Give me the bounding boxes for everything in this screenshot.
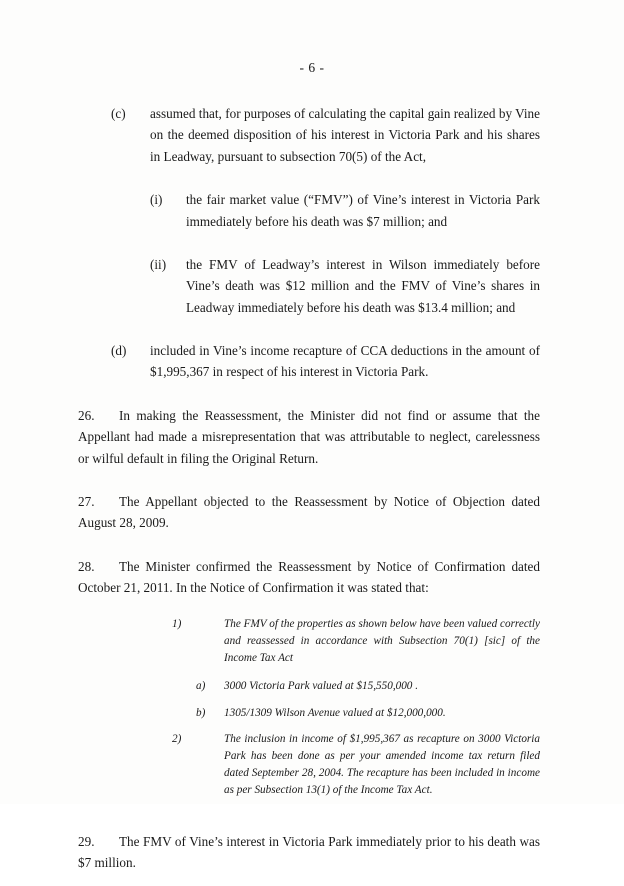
quote-item-2-text: The inclusion in income of $1,995,367 as recapture on 3000 Victoria Park has been done as per your amended income tax return filed dated September 28, 2004. The recapture has been included in income as per Subsection 13(1) of the Income Tax Act. [224, 733, 540, 796]
list-item-c [78, 103, 540, 167]
list-item-d-label: (d) [111, 343, 127, 358]
list-item-c-text: assumed that, for purposes of calculating the capital gain realized by Vine on the deemed disposition of his interest in Victoria Park and his shares in Leadway, pursuant to subsection 70(5) of the Act, [150, 106, 540, 164]
document-body [78, 103, 540, 886]
list-item-c-label: (c) [111, 106, 126, 121]
list-item-d [78, 340, 540, 383]
paragraph-27-text: The Appellant objected to the Reassessment by Notice of Objection dated August 28, 2009. [78, 493, 540, 531]
quote-subitem-b-text: 1305/1309 Wilson Avenue valued at $12,000,000. [224, 706, 446, 719]
quote-item-2-label: 2) [172, 733, 182, 746]
page-number: - 6 - [299, 60, 325, 75]
quote-subitem-a [172, 678, 540, 695]
quote-subitem-b-label: b) [196, 706, 206, 719]
paragraph-29-text: The FMV of Vine’s interest in Victoria Park immediately prior to his death was $7 million. [78, 833, 540, 870]
quote-item-1 [172, 616, 540, 666]
quote-subitem-a-text: 3000 Victoria Park valued at $15,550,000 . [224, 679, 418, 692]
list-item-i [78, 189, 540, 232]
list-item-ii-label: (ii) [150, 256, 167, 272]
paragraph-26-text: In making the Reassessment, the Minister did not find or assume that the Appellant had made a misrepresentation that was attributable to neglect, carelessness or wilful default in filing the Original Return. [78, 407, 540, 466]
list-item-d-text: included in Vine’s income recapture of CCA deductions in the amount of $1,995,367 in respect of his interest in Victoria Park. [150, 343, 540, 380]
quote-subitem-b [172, 705, 540, 722]
paragraph-28-number: 28. [78, 558, 95, 574]
quote-item-1-label: 1) [172, 618, 182, 631]
paragraph-28 [78, 556, 540, 599]
paragraph-26 [78, 405, 540, 469]
paragraph-28-text: The Minister confirmed the Reassessment by Notice of Confirmation dated October 21, 2011. In the Notice of Confirmation it was stated that: [78, 558, 540, 595]
quote-item-2 [172, 731, 540, 798]
paragraph-26-number: 26. [78, 407, 95, 423]
list-item-i-text: the fair market value (“FMV”) of Vine’s interest in Victoria Park immediately before his death was $7 million; and [186, 192, 540, 229]
quote-item-1-text: The FMV of the properties as shown below have been valued correctly and reassessed in accordance with Subsection 70(1) [sic] of the Income Tax Act [224, 618, 540, 664]
list-item-ii [78, 254, 540, 318]
quoted-confirmation-block [172, 616, 540, 798]
quote-subitem-a-label: a) [196, 679, 206, 692]
list-item-i-label: (i) [150, 192, 163, 208]
paragraph-29 [78, 831, 540, 874]
paragraph-29-number: 29. [78, 833, 95, 849]
list-item-ii-text: the FMV of Leadway’s interest in Wilson immediately before Vine’s death was $12 million and the FMV of Vine’s shares in Leadway immediately before his death was $13.4 million; and [186, 256, 540, 315]
paragraph-27-number: 27. [78, 493, 95, 509]
paragraph-27 [78, 491, 540, 534]
